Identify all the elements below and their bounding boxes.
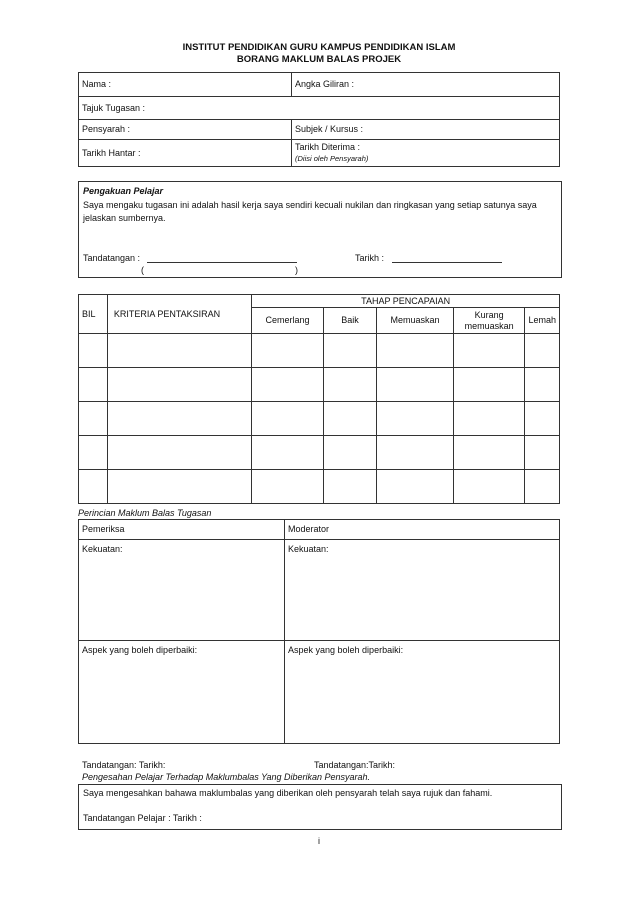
pengakuan-title: Pengakuan Pelajar [83, 186, 164, 196]
cell[interactable] [377, 470, 454, 504]
cell[interactable] [525, 368, 560, 402]
table-row [79, 334, 560, 368]
feedback-table [78, 519, 560, 744]
cell[interactable] [79, 402, 108, 436]
cell[interactable] [377, 368, 454, 402]
perincian-title: Perincian Maklum Balas Tugasan [78, 508, 212, 518]
level-baik: Baik [323, 308, 376, 334]
cell[interactable] [453, 436, 525, 470]
cell[interactable] [79, 470, 108, 504]
cell[interactable] [323, 368, 376, 402]
tajuk-tugasan-field[interactable]: Tajuk Tugasan : [79, 97, 560, 120]
table-row [79, 436, 560, 470]
cell[interactable] [79, 334, 108, 368]
tahap-header: TAHAP PENCAPAIAN [252, 295, 560, 308]
name-paren-close: ) [295, 265, 298, 275]
cell[interactable] [252, 470, 324, 504]
assessment-table [78, 294, 560, 504]
cell[interactable] [453, 368, 525, 402]
cell[interactable] [377, 436, 454, 470]
form-title: BORANG MAKLUM BALAS PROJEK [236, 54, 402, 65]
level-lemah: Lemah [525, 308, 560, 334]
pengakuan-date-line[interactable] [392, 262, 502, 263]
cell[interactable] [323, 402, 376, 436]
page-number: i [318, 836, 320, 846]
cell[interactable] [453, 402, 525, 436]
level-kurang-memuaskan: Kurang memuaskan [453, 308, 525, 334]
bil-header: BIL [79, 295, 108, 334]
tarikh-diterima-label: Tarikh Diterima : [295, 142, 361, 152]
cell[interactable] [453, 334, 525, 368]
table-row [79, 470, 560, 504]
cell[interactable] [107, 470, 251, 504]
pengakuan-text: Saya mengaku tugasan ini adalah hasil kerja saya sendiri kecuali nukilan dan ringkasan yang setiap satunya saya jelaskan sumbernya. [83, 200, 537, 223]
nama-field[interactable]: Nama : [79, 73, 292, 97]
cell[interactable] [79, 436, 108, 470]
cell[interactable] [79, 368, 108, 402]
cell[interactable] [107, 334, 251, 368]
kriteria-header: KRITERIA PENTAKSIRAN [107, 295, 251, 334]
pensyarah-field[interactable]: Pensyarah : [79, 120, 292, 140]
cell[interactable] [525, 436, 560, 470]
tarikh-diterima-field[interactable] [292, 140, 560, 167]
cell[interactable] [252, 368, 324, 402]
table-row [79, 402, 560, 436]
pengesahan-title: Pengesahan Pelajar Terhadap Maklumbalas Yang Diberikan Pensyarah. [82, 772, 371, 782]
cell[interactable] [252, 436, 324, 470]
pengakuan-pelajar-box [78, 181, 562, 278]
pengesahan-box [78, 784, 562, 830]
cell[interactable] [252, 402, 324, 436]
cell[interactable] [525, 402, 560, 436]
diisi-oleh-note: (Diisi oleh Pensyarah) [295, 154, 369, 163]
cell[interactable] [525, 470, 560, 504]
signature-right[interactable]: Tandatangan:Tarikh: [314, 760, 396, 770]
cell[interactable] [107, 368, 251, 402]
cell[interactable] [377, 334, 454, 368]
name-paren-open: ( [141, 265, 144, 275]
cell[interactable] [323, 436, 376, 470]
pemeriksa-header: Pemeriksa [79, 520, 285, 540]
kekuatan-moderator-field[interactable]: Kekuatan: [285, 540, 560, 641]
cell[interactable] [323, 470, 376, 504]
student-info-table [78, 72, 560, 167]
aspek-moderator-field[interactable]: Aspek yang boleh diperbaiki: [285, 641, 560, 744]
pengakuan-date-label: Tarikh : [355, 253, 385, 263]
level-cemerlang: Cemerlang [252, 308, 324, 334]
kekuatan-pemeriksa-field[interactable]: Kekuatan: [79, 540, 285, 641]
cell[interactable] [323, 334, 376, 368]
level-memuaskan: Memuaskan [377, 308, 454, 334]
table-row [79, 368, 560, 402]
tarikh-hantar-field[interactable]: Tarikh Hantar : [79, 140, 292, 167]
moderator-header: Moderator [285, 520, 560, 540]
signature-left[interactable]: Tandatangan: Tarikh: [82, 760, 166, 770]
form-institute-title: INSTITUT PENDIDIKAN GURU KAMPUS PENDIDIKAN ISLAM [182, 42, 456, 53]
cell[interactable] [107, 402, 251, 436]
pengesahan-signature[interactable]: Tandatangan Pelajar : Tarikh : [83, 813, 202, 823]
pengakuan-signature-line[interactable] [147, 262, 297, 263]
cell[interactable] [377, 402, 454, 436]
aspek-pemeriksa-field[interactable]: Aspek yang boleh diperbaiki: [79, 641, 285, 744]
cell[interactable] [252, 334, 324, 368]
pengesahan-text: Saya mengesahkan bahawa maklumbalas yang diberikan oleh pensyarah telah saya rujuk dan fahami. [83, 788, 493, 798]
cell[interactable] [525, 334, 560, 368]
cell[interactable] [107, 436, 251, 470]
pengakuan-signature-label: Tandatangan : [83, 253, 141, 263]
subjek-field[interactable]: Subjek / Kursus : [292, 120, 560, 140]
cell[interactable] [453, 470, 525, 504]
angka-giliran-field[interactable]: Angka Giliran : [292, 73, 560, 97]
